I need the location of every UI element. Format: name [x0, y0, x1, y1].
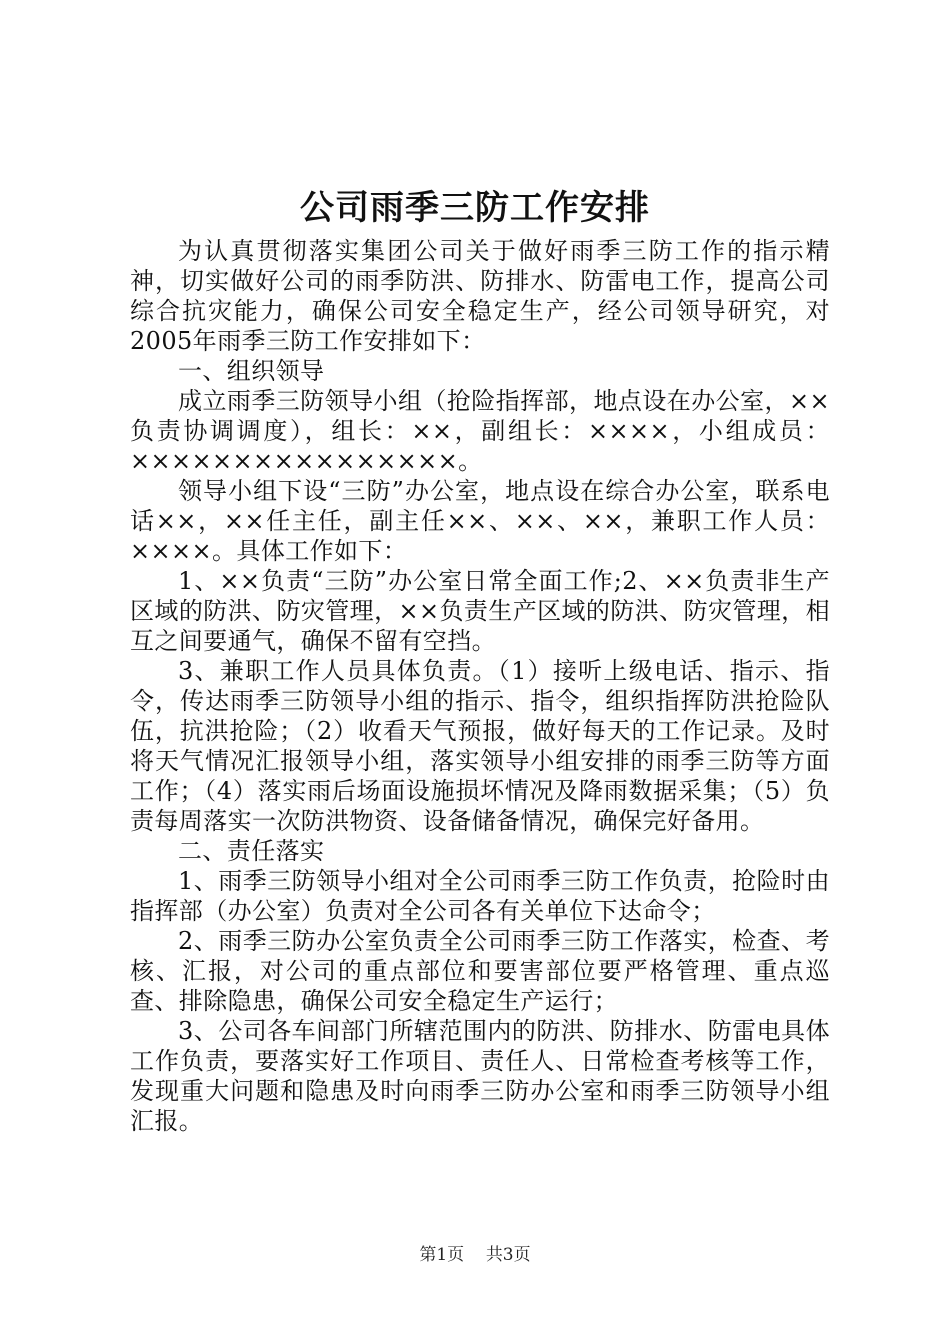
- document-title: 公司雨季三防工作安排: [300, 188, 650, 228]
- paragraph-office: 领导小组下设“三防”办公室，地点设在综合办公室，联系电话××，××任主任，副主任××、××、××，兼职工作人员：××××。具体工作如下：: [130, 477, 830, 565]
- paragraph-responsibility-3: 3、公司各车间部门所辖范围内的防洪、防排水、防雷电具体工作负责，要落实好工作项目、责任人、日常检查考核等工作，发现重大问题和隐患及时向雨季三防办公室和雨季三防领导小组汇报。: [130, 1017, 830, 1135]
- paragraph-duty-1-2: 1、××负责“三防”办公室日常全面工作;2、××负责非生产区域的防洪、防灾管理，××负责生产区域的防洪、防灾管理，相互之间要通气，确保不留有空挡。: [130, 567, 830, 655]
- paragraph-intro: 为认真贯彻落实集团公司关于做好雨季三防工作的指示精神，切实做好公司的雨季防洪、防排水、防雷电工作，提高公司综合抗灾能力，确保公司安全稳定生产，经公司领导研究，对2005年雨季三防工作安排如下：: [130, 237, 830, 355]
- paragraph-responsibility-1: 1、雨季三防领导小组对全公司雨季三防工作负责，抢险时由指挥部（办公室）负责对全公司各有关单位下达命令；: [130, 867, 830, 925]
- paragraph-duty-3: 3、兼职工作人员具体负责。（1）接听上级电话、指示、指令，传达雨季三防领导小组的指示、指令，组织指挥防洪抢险队伍，抗洪抢险；（2）收看天气预报，做好每天的工作记录。及时将天气情况汇报领导小组，落实领导小组安排的雨季三防等方面工作；（4）落实雨后场面设施损坏情况及降雨数据采集；（5）负责每周落实一次防洪物资、设备储备情况，确保完好备用。: [130, 657, 830, 835]
- paragraph-leading-group: 成立雨季三防领导小组（抢险指挥部，地点设在办公室，××负责协调调度），组长：××，副组长：××××，小组成员：××××××××××××××××。: [130, 387, 830, 475]
- page-number: 第1页: [419, 1245, 465, 1265]
- page-footer: [0, 1243, 950, 1267]
- paragraph-responsibility-2: 2、雨季三防办公室负责全公司雨季三防工作落实，检查、考核、汇报，对公司的重点部位和要害部位要严格管理、重点巡查、排除隐患，确保公司安全稳定生产运行；: [130, 927, 830, 1015]
- heading-responsibility: 二、责任落实: [178, 837, 325, 865]
- page-total: 共3页: [485, 1245, 531, 1265]
- footer-spacer: [470, 1245, 481, 1265]
- document-body: [130, 236, 830, 1136]
- heading-organization: 一、组织领导: [178, 357, 325, 385]
